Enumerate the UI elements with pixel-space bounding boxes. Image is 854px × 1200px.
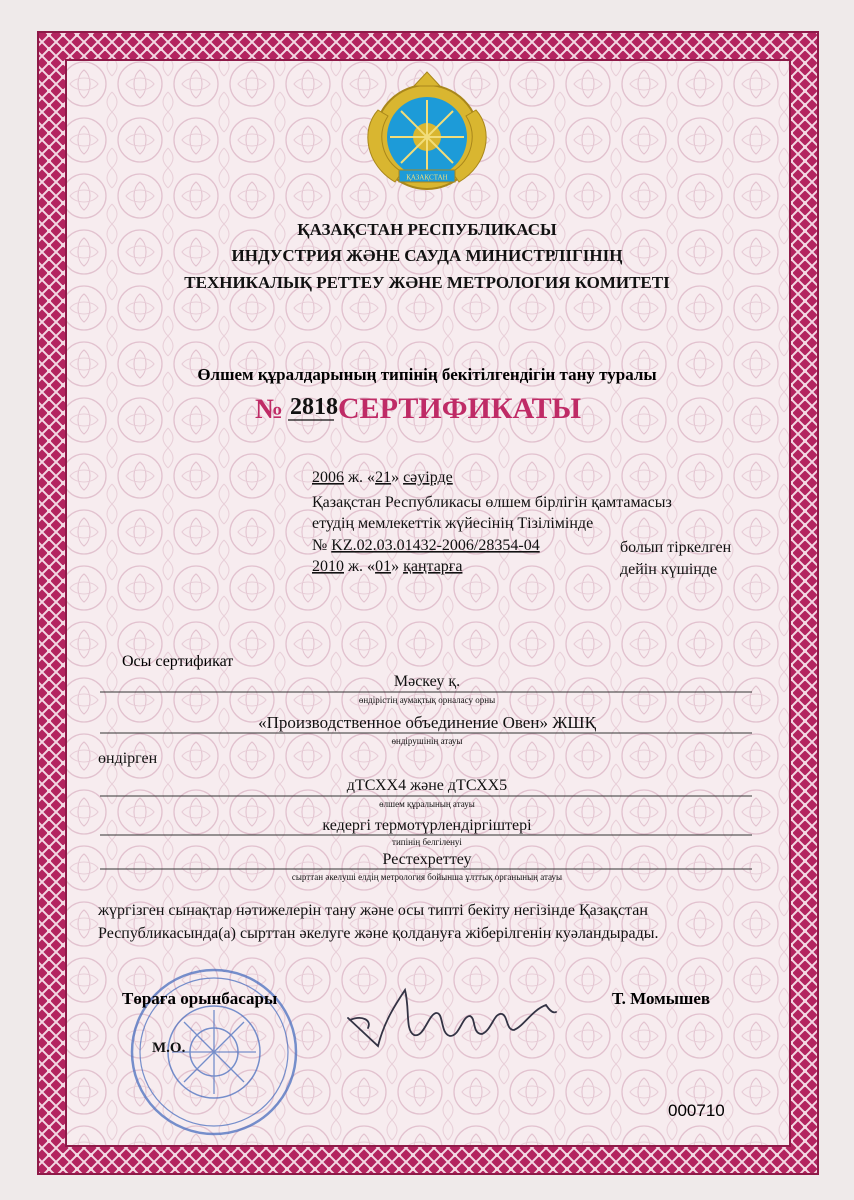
emblem-banner-text: ҚАЗАҚСТАН [406,173,448,182]
registry-number-line [312,537,540,554]
field-type-caption: типінің белгіленуі [392,837,462,847]
certificate-subtitle: Өлшем құралдарының типінің бекітілгендігін тану туралы [197,365,657,384]
certificate-number: 2818 [290,394,338,420]
header-line-1: ҚАЗАҚСТАН РЕСПУБЛИКАСЫ [297,220,557,239]
field-location-caption: өндірістің аумақтық орналасу орны [358,695,496,705]
serial-number: 000710 [668,1101,725,1120]
field-location-value: Мәскеу қ. [393,673,461,690]
validity-day: 01 [375,558,392,575]
field-manufacturer-value: «Производственное объединение Овен» ЖШҚ [258,713,596,732]
validity-month: қаңтарға [403,558,463,575]
body-text-line-1: жүргізген сынақтар нәтижелерін тану және осы типті бекіту негізінде Қазақстан [98,902,648,919]
signatory-position: Төраға орынбасары [122,989,278,1008]
stamp-label: М.О. [152,1040,186,1056]
registration-date-line [312,469,453,486]
field-instrument-name-value: дТСХХ4 және дТСХХ5 [346,777,508,794]
validity-date-line [312,558,462,575]
field-manufacturer-caption: өндірушінің атауы [391,736,463,746]
registry-number-sign: № [312,537,328,554]
validity-year-suffix: ж. « [348,558,376,575]
registration-month: сәуірде [403,469,453,486]
intro-text: Осы сертификат [122,653,234,670]
registration-line-3: етудің мемлекеттік жүйесінің Тізілімінде [312,515,594,532]
registration-line-2: Қазақстан Республикасы өлшем бірлігін қамтамасыз [312,494,672,511]
field-authority-value: Рестехреттеу [382,851,472,868]
number-sign: № [255,394,284,425]
registry-number: KZ.02.03.01432-2006/28354-04 [331,537,540,554]
signatory-name: Т. Момышев [612,989,711,1008]
certificate-word: СЕРТИФИКАТЫ [338,392,582,425]
registration-year-suffix: ж. « [348,469,376,486]
registration-day-suffix: » [391,469,400,486]
certificate-title [255,392,581,425]
header-line-3: ТЕХНИКАЛЫҚ РЕТТЕУ ЖӘНЕ МЕТРОЛОГИЯ КОМИТЕТІ [184,273,670,292]
validity-day-suffix: » [391,558,400,575]
validity-year: 2010 [312,558,344,575]
field-authority-caption: сырттан әкелуші елдің метрология бойынша ұлттық органының атауы [291,872,563,882]
field-instrument-name-caption: өлшем құралының атауы [379,799,475,809]
header-line-2: ИНДУСТРИЯ ЖӘНЕ САУДА МИНИСТРЛІГІНІҢ [231,246,623,265]
valid-until-text: дейін күшінде [620,561,718,578]
field-type-value: кедергі термотүрлендіргіштері [322,817,532,834]
registered-text: болып тіркелген [620,539,732,556]
registration-year: 2006 [312,469,344,486]
produced-label: өндірген [98,750,158,767]
body-text-line-2: Республикасында(а) сырттан әкелуге және қолдануға жіберілгенін куәландырады. [98,925,659,942]
registration-day: 21 [375,469,392,486]
